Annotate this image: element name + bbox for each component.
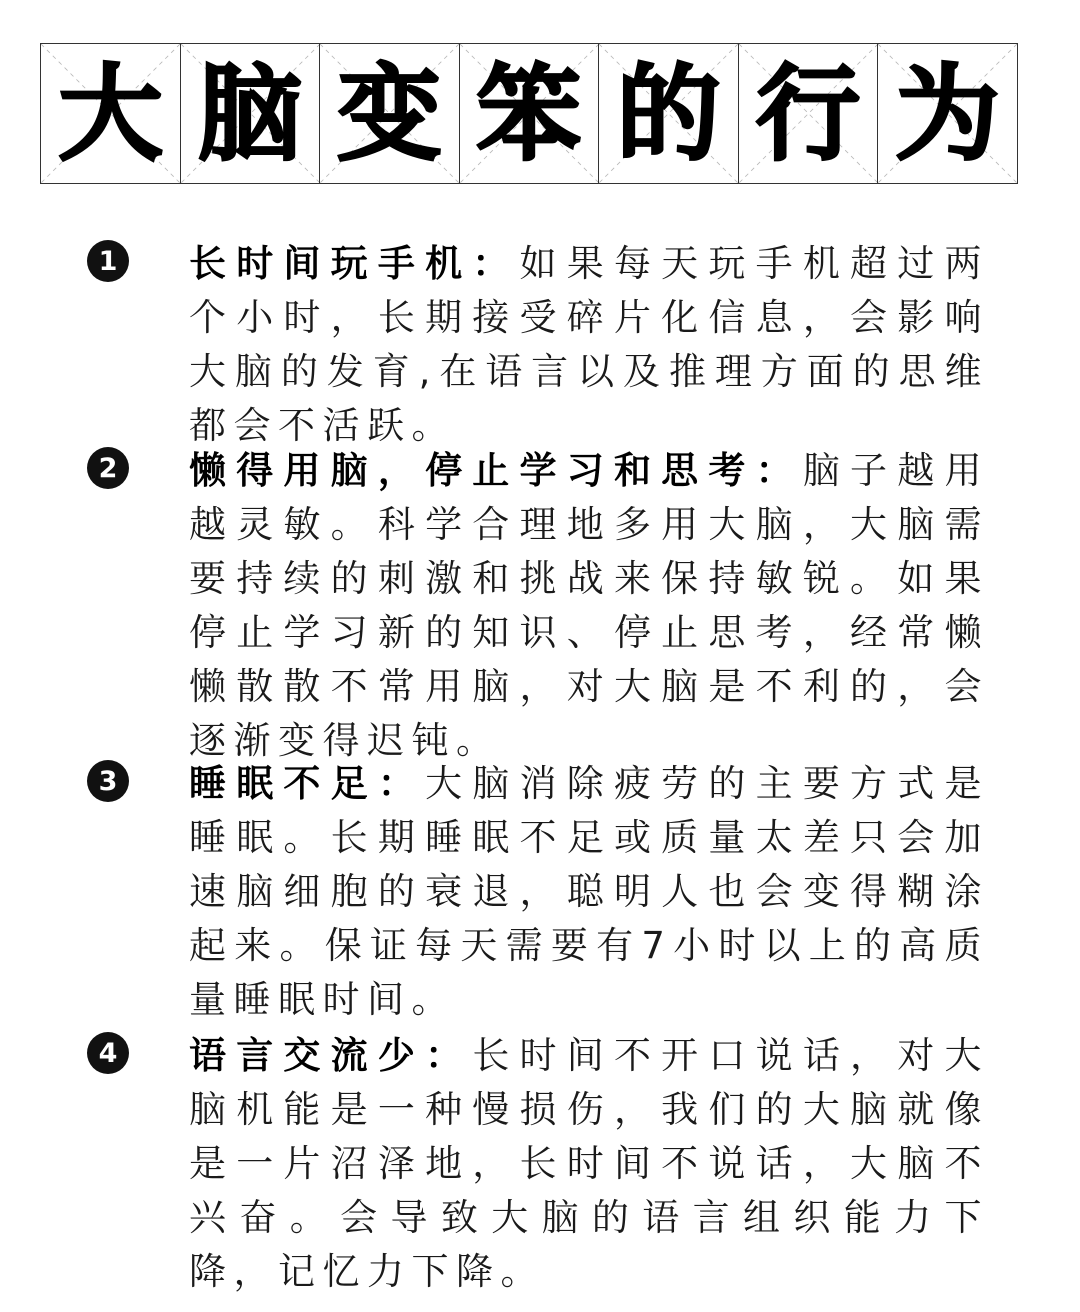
title-char: 的 — [616, 52, 721, 175]
title-cell — [738, 43, 879, 184]
title-char: 大 — [58, 52, 163, 175]
item-heading: 语言交流少： — [189, 1034, 473, 1077]
item-paragraph — [189, 237, 989, 453]
number-badge: 1 — [87, 240, 129, 282]
item-paragraph — [189, 1029, 989, 1299]
title-char: 脑 — [197, 52, 302, 175]
item-paragraph — [189, 444, 989, 768]
item-heading: 睡眠不足： — [189, 762, 426, 805]
title-cell — [319, 43, 460, 184]
number-badge: 3 — [87, 760, 129, 802]
number-badge: 4 — [87, 1032, 129, 1074]
title-cell — [877, 43, 1018, 184]
item-body: 大脑消除疲劳的主要方式是睡眠。长期睡眠不足或质量太差只会加速脑细胞的衰退，聪明人也会变得糊涂起来。保证每天需要有7小时以上的高质量睡眠时间。 — [189, 762, 989, 1021]
title-char: 为 — [895, 52, 1000, 175]
title-char: 行 — [755, 52, 860, 175]
title-cell — [180, 43, 321, 184]
item-body: 长时间不开口说话，对大脑机能是一种慢损伤，我们的大脑就像是一片沼泽地，长时间不说话，大脑不兴奋。会导致大脑的语言组织能力下降，记忆力下降。 — [189, 1034, 989, 1293]
title-grid — [40, 43, 1018, 184]
item-body: 如果每天玩手机超过两个小时，长期接受碎片化信息，会影响大脑的发育,在语言以及推理方面的思维都会不活跃。 — [189, 242, 989, 447]
item-body: 脑子越用越灵敏。科学合理地多用大脑，大脑需要持续的刺激和挑战来保持敏锐。如果停止学习新的知识、停止思考，经常懒懒散散不常用脑，对大脑是不利的，会逐渐变得迟钝。 — [189, 449, 989, 762]
title-char: 变 — [337, 52, 442, 175]
item-paragraph — [189, 757, 989, 1027]
item-heading: 长时间玩手机： — [189, 242, 520, 285]
title-cell — [598, 43, 739, 184]
title-char: 笨 — [476, 52, 581, 175]
number-badge: 2 — [87, 447, 129, 489]
item-heading: 懒得用脑，停止学习和思考： — [189, 449, 803, 492]
title-cell — [459, 43, 600, 184]
title-cell — [40, 43, 181, 184]
